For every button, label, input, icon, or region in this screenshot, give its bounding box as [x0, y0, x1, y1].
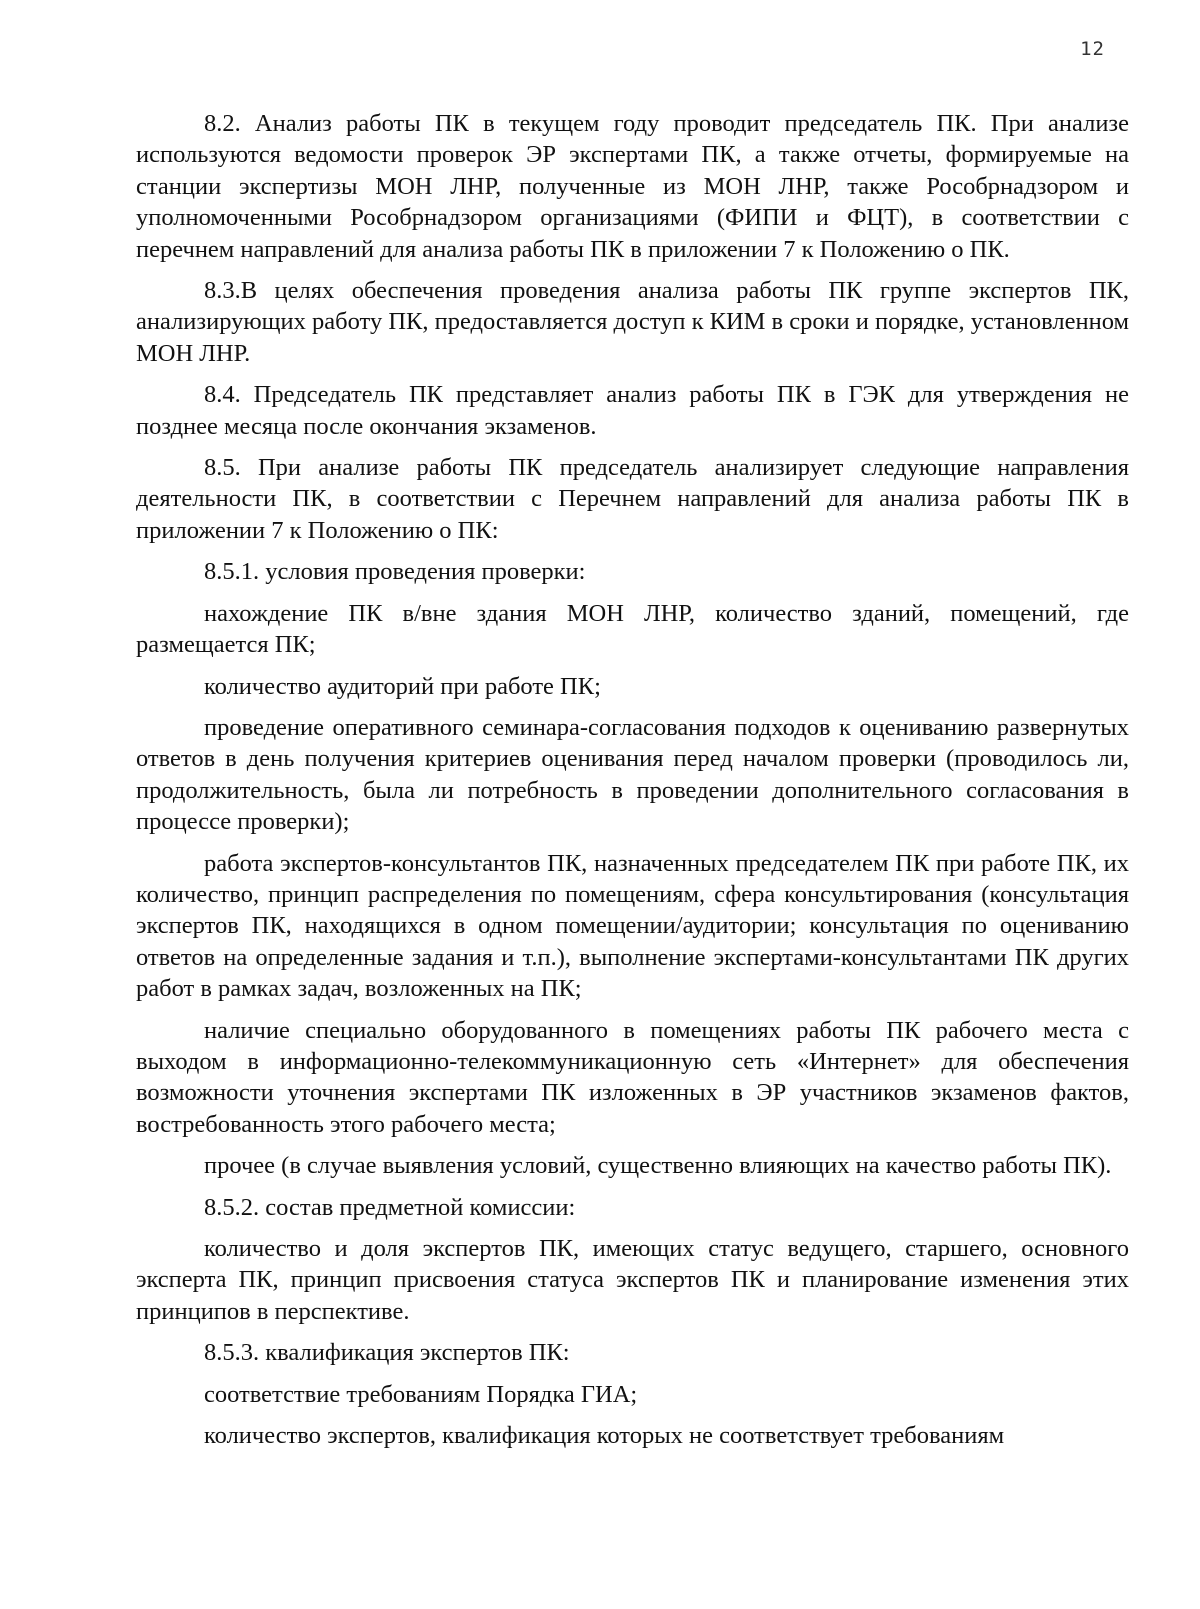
paragraph-location: нахождение ПК в/вне здания МОН ЛНР, количество зданий, помещений, где размещается ПК;: [136, 599, 1129, 659]
paragraph-gia-requirements: соответствие требованиям Порядка ГИА;: [204, 1380, 638, 1408]
paragraph-auditoriums: количество аудиторий при работе ПК;: [204, 672, 601, 700]
paragraph-8-3: 8.3.В целях обеспечения проведения анализа работы ПК группе экспертов ПК, анализирующих работу ПК, предоставляется доступ к КИМ в сроки и порядке, установленном МОН ЛНР.: [136, 277, 1129, 367]
paragraph-8-5-1: 8.5.1. условия проведения проверки:: [204, 558, 586, 586]
paragraph-8-4: 8.4. Председатель ПК представляет анализ работы ПК в ГЭК для утверждения не позднее месяца после окончания экзаменов.: [136, 381, 1129, 440]
paragraph-expert-status: количество и доля экспертов ПК, имеющих статус ведущего, старшего, основного эксперта ПК, принцип присвоения статуса экспертов ПК и планирование изменения этих принципов в перспективе.: [136, 1235, 1129, 1325]
paragraph-8-2: 8.2. Анализ работы ПК в текущем году проводит председатель ПК. При анализе используются ведомости проверок ЭР экспертами ПК, а также отчеты, формируемые на станции экспертизы МОН ЛНР, полученные из МОН ЛНР, также Рособрнадзором и уполномоченными Рособрнадзором организациями (ФИПИ и ФЦТ), в соответствии с перечнем направлений для анализа работы ПК в приложении 7 к Положению о ПК.: [136, 110, 1129, 263]
document-body: [136, 108, 1129, 1461]
paragraph-8-5: 8.5. При анализе работы ПК председатель анализирует следующие направления деятельности ПК, в соответствии с Перечнем направлений для анализа работы ПК в приложении 7 к Положению о ПК:: [136, 454, 1129, 544]
page-number: 12: [1080, 38, 1105, 60]
paragraph-consultants: работа экспертов-консультантов ПК, назначенных председателем ПК при работе ПК, их количество, принцип распределения по помещениям, сфера консультирования (консультация экспертов ПК, находящихся в одном помещении/аудитории; консультация по оцениванию ответов на определенные задания и т.п.), выполнение экспертами-консультантами ПК других работ в рамках задач, возложенных на ПК;: [136, 849, 1129, 1003]
paragraph-8-5-3: 8.5.3. квалификация экспертов ПК:: [204, 1339, 570, 1367]
paragraph-other: прочее (в случае выявления условий, существенно влияющих на качество работы ПК).: [204, 1152, 1112, 1180]
paragraph-seminar: проведение оперативного семинара-согласования подходов к оцениванию развернутых ответов в день получения критериев оценивания перед началом проверки (проводилось ли, продолжительность, была ли потребность в проведении дополнительного согласования в процессе проверки);: [136, 713, 1129, 836]
paragraph-8-5-2: 8.5.2. состав предметной комиссии:: [204, 1193, 576, 1221]
paragraph-internet-workplace: наличие специально оборудованного в помещениях работы ПК рабочего места с выходом в информационно-телекоммуникационную сеть «Интернет» для обеспечения возможности уточнения экспертами ПК изложенных в ЭР участников экзаменов фактов, востребованность этого рабочего места;: [136, 1016, 1129, 1138]
paragraph-expert-count: количество экспертов, квалификация которых не соответствует требованиям: [204, 1422, 1005, 1450]
